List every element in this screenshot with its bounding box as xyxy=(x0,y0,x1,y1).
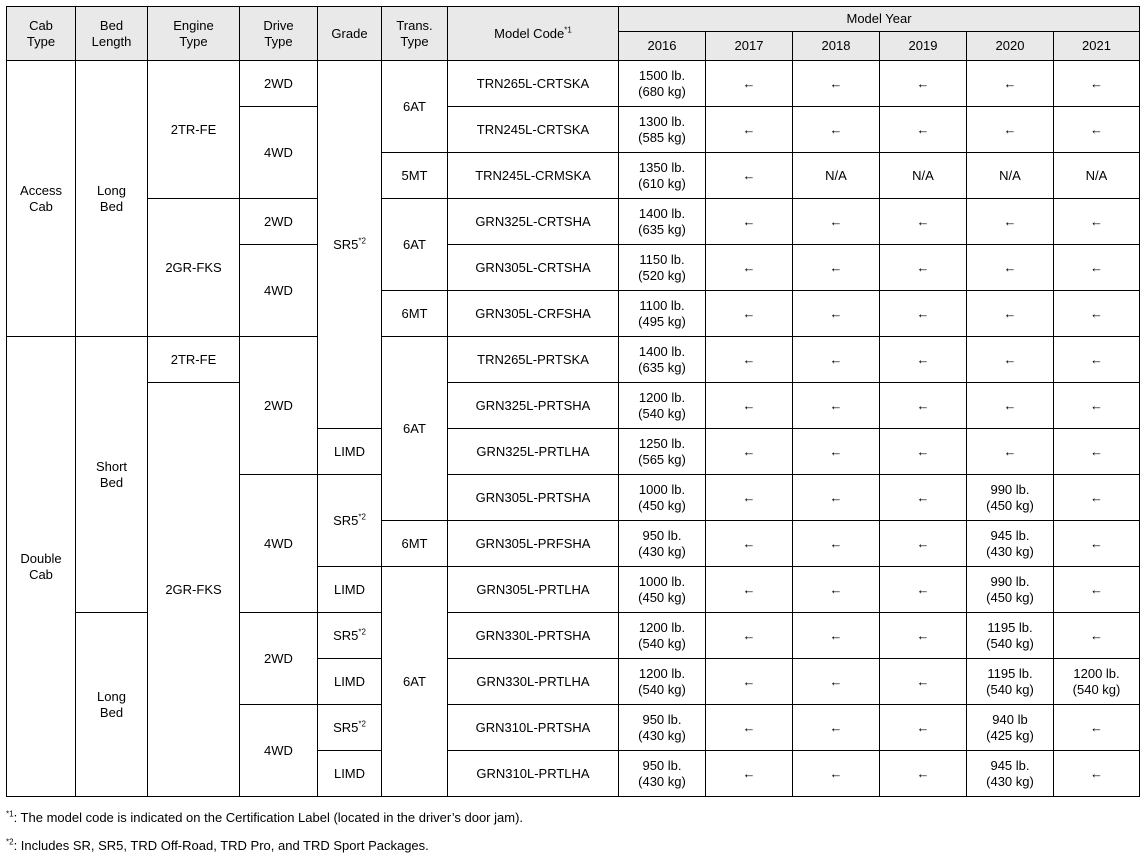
model-code-cell: GRN305L-PRFSHA xyxy=(448,521,619,567)
header-bed-length: Bed Length xyxy=(76,7,148,61)
model-code-cell: GRN305L-PRTLHA xyxy=(448,567,619,613)
drive-type-cell: 2WD xyxy=(240,199,318,245)
year-value-cell: N/A xyxy=(880,153,967,199)
year-value-cell: ← xyxy=(1054,751,1140,797)
table-row xyxy=(7,61,1140,107)
year-value-cell: 950 lb. (430 kg) xyxy=(619,705,706,751)
table-body xyxy=(7,61,1140,797)
model-code-cell: GRN305L-PRTSHA xyxy=(448,475,619,521)
header-drive-type: Drive Type xyxy=(240,7,318,61)
year-value-cell: ← xyxy=(967,429,1054,475)
trans-type-cell: 6MT xyxy=(382,521,448,567)
year-value-cell: ← xyxy=(1054,613,1140,659)
year-value-cell: 950 lb. (430 kg) xyxy=(619,521,706,567)
year-value-cell: 1200 lb. (540 kg) xyxy=(619,383,706,429)
trans-type-cell: 6AT xyxy=(382,61,448,153)
header-model-code: Model Code$^{*1}$ xyxy=(448,7,619,61)
year-value-cell: 1400 lb. (635 kg) xyxy=(619,199,706,245)
model-code-cell: GRN305L-CRFSHA xyxy=(448,291,619,337)
year-value-cell: ← xyxy=(706,199,793,245)
year-value-cell: ← xyxy=(793,337,880,383)
trans-type-cell: 6AT xyxy=(382,199,448,291)
drive-type-cell: 4WD xyxy=(240,475,318,613)
model-code-cell: GRN325L-PRTSHA xyxy=(448,383,619,429)
model-code-cell: GRN325L-CRTSHA xyxy=(448,199,619,245)
header-year: 2019 xyxy=(880,32,967,61)
year-value-cell: ← xyxy=(706,567,793,613)
year-value-cell: 1150 lb. (520 kg) xyxy=(619,245,706,291)
year-value-cell: ← xyxy=(967,291,1054,337)
model-code-cell: GRN330L-PRTLHA xyxy=(448,659,619,705)
grade-cell: LIMD xyxy=(318,567,382,613)
year-value-cell: ← xyxy=(1054,61,1140,107)
year-value-cell: ← xyxy=(706,659,793,705)
year-value-cell: 1250 lb. (565 kg) xyxy=(619,429,706,475)
grade-cell: LIMD xyxy=(318,751,382,797)
year-value-cell: ← xyxy=(706,613,793,659)
year-value-cell: ← xyxy=(793,613,880,659)
year-value-cell: ← xyxy=(793,705,880,751)
year-value-cell: ← xyxy=(706,337,793,383)
year-value-cell: 945 lb. (430 kg) xyxy=(967,751,1054,797)
year-value-cell: ← xyxy=(706,61,793,107)
year-value-cell: ← xyxy=(880,245,967,291)
year-value-cell: ← xyxy=(793,245,880,291)
year-value-cell: ← xyxy=(1054,337,1140,383)
year-value-cell: ← xyxy=(967,383,1054,429)
year-value-cell: ← xyxy=(1054,245,1140,291)
year-value-cell: ← xyxy=(880,199,967,245)
year-value-cell: 1000 lb. (450 kg) xyxy=(619,567,706,613)
drive-type-cell: 2WD xyxy=(240,337,318,475)
year-value-cell: ← xyxy=(706,521,793,567)
year-value-cell: ← xyxy=(967,199,1054,245)
year-value-cell: 950 lb. (430 kg) xyxy=(619,751,706,797)
year-value-cell: ← xyxy=(1054,567,1140,613)
header-model-year: Model Year xyxy=(619,7,1140,32)
year-value-cell: ← xyxy=(706,705,793,751)
model-code-cell: GRN310L-PRTLHA xyxy=(448,751,619,797)
year-value-cell: ← xyxy=(967,61,1054,107)
footnote-1: $^{*1}$: The model code is indicated on the Certification Label (located in the driver’s door jam). xyxy=(6,809,524,825)
trans-type-cell: 6AT xyxy=(382,567,448,797)
cab-type-cell: Double Cab xyxy=(7,337,76,797)
grade-cell: SR5$^{*2}$ xyxy=(318,613,382,659)
year-value-cell: ← xyxy=(1054,705,1140,751)
grade-cell: LIMD xyxy=(318,429,382,475)
year-value-cell: ← xyxy=(706,153,793,199)
header-year: 2018 xyxy=(793,32,880,61)
cab-type-cell: Access Cab xyxy=(7,61,76,337)
drive-type-cell: 4WD xyxy=(240,245,318,337)
header-year: 2017 xyxy=(706,32,793,61)
towing-capacity-table xyxy=(6,6,1140,797)
year-value-cell: ← xyxy=(1054,291,1140,337)
year-value-cell: 1195 lb. (540 kg) xyxy=(967,659,1054,705)
year-value-cell: ← xyxy=(793,107,880,153)
year-value-cell: ← xyxy=(880,659,967,705)
header-grade: Grade xyxy=(318,7,382,61)
year-value-cell: ← xyxy=(880,613,967,659)
year-value-cell: ← xyxy=(706,107,793,153)
header-trans-type: Trans. Type xyxy=(382,7,448,61)
model-code-cell: TRN265L-PRTSKA xyxy=(448,337,619,383)
trans-type-cell: 6MT xyxy=(382,291,448,337)
year-value-cell: N/A xyxy=(1054,153,1140,199)
header-cab-type: Cab Type xyxy=(7,7,76,61)
drive-type-cell: 2WD xyxy=(240,613,318,705)
year-value-cell: ← xyxy=(793,751,880,797)
year-value-cell: ← xyxy=(706,429,793,475)
year-value-cell: ← xyxy=(967,245,1054,291)
year-value-cell: 1300 lb. (585 kg) xyxy=(619,107,706,153)
drive-type-cell: 4WD xyxy=(240,705,318,797)
model-code-cell: GRN310L-PRTSHA xyxy=(448,705,619,751)
year-value-cell: ← xyxy=(967,107,1054,153)
model-code-cell: TRN265L-CRTSKA xyxy=(448,61,619,107)
table-row xyxy=(7,199,1140,245)
header-year: 2016 xyxy=(619,32,706,61)
year-value-cell: ← xyxy=(880,337,967,383)
year-value-cell: 990 lb. (450 kg) xyxy=(967,475,1054,521)
year-value-cell: ← xyxy=(706,245,793,291)
year-value-cell: ← xyxy=(1054,383,1140,429)
year-value-cell: ← xyxy=(706,475,793,521)
year-value-cell: 1200 lb. (540 kg) xyxy=(1054,659,1140,705)
bed-length-cell: Long Bed xyxy=(76,61,148,337)
year-value-cell: N/A xyxy=(793,153,880,199)
header-year: 2020 xyxy=(967,32,1054,61)
year-value-cell: 1000 lb. (450 kg) xyxy=(619,475,706,521)
year-value-cell: ← xyxy=(793,429,880,475)
year-value-cell: 990 lb. (450 kg) xyxy=(967,567,1054,613)
trans-type-cell: 5MT xyxy=(382,153,448,199)
year-value-cell: ← xyxy=(706,383,793,429)
year-value-cell: ← xyxy=(1054,429,1140,475)
year-value-cell: ← xyxy=(880,291,967,337)
grade-cell: SR5$^{*2}$ xyxy=(318,475,382,567)
year-value-cell: 940 lb (425 kg) xyxy=(967,705,1054,751)
year-value-cell: ← xyxy=(793,383,880,429)
year-value-cell: ← xyxy=(706,291,793,337)
year-value-cell: ← xyxy=(793,199,880,245)
year-value-cell: 1200 lb. (540 kg) xyxy=(619,613,706,659)
header-engine-type: Engine Type xyxy=(148,7,240,61)
year-value-cell: ← xyxy=(793,521,880,567)
year-value-cell: 1400 lb. (635 kg) xyxy=(619,337,706,383)
year-value-cell: ← xyxy=(793,567,880,613)
year-value-cell: ← xyxy=(793,475,880,521)
year-value-cell: ← xyxy=(1054,475,1140,521)
engine-type-cell: 2GR-FKS xyxy=(148,383,240,797)
model-code-cell: GRN330L-PRTSHA xyxy=(448,613,619,659)
year-value-cell: 1100 lb. (495 kg) xyxy=(619,291,706,337)
year-value-cell: 1200 lb. (540 kg) xyxy=(619,659,706,705)
trans-type-cell: 6AT xyxy=(382,337,448,521)
engine-type-cell: 2TR-FE xyxy=(148,61,240,199)
year-value-cell: ← xyxy=(706,751,793,797)
footnote-2: $^{*2}$: Includes SR, SR5, TRD Off-Road, TRD Pro, and TRD Sport Packages. xyxy=(6,837,429,853)
year-value-cell: 1350 lb. (610 kg) xyxy=(619,153,706,199)
table-row xyxy=(7,337,1140,383)
year-value-cell: ← xyxy=(1054,107,1140,153)
engine-type-cell: 2TR-FE xyxy=(148,337,240,383)
model-code-cell: GRN325L-PRTLHA xyxy=(448,429,619,475)
year-value-cell: ← xyxy=(880,61,967,107)
year-value-cell: ← xyxy=(880,107,967,153)
drive-type-cell: 2WD xyxy=(240,61,318,107)
year-value-cell: ← xyxy=(793,291,880,337)
grade-cell: LIMD xyxy=(318,659,382,705)
grade-cell: SR5$^{*2}$ xyxy=(318,61,382,429)
year-value-cell: N/A xyxy=(967,153,1054,199)
year-value-cell: ← xyxy=(880,475,967,521)
engine-type-cell: 2GR-FKS xyxy=(148,199,240,337)
year-value-cell: ← xyxy=(1054,199,1140,245)
year-value-cell: ← xyxy=(880,429,967,475)
year-value-cell: 1500 lb. (680 kg) xyxy=(619,61,706,107)
drive-type-cell: 4WD xyxy=(240,107,318,199)
year-value-cell: ← xyxy=(793,659,880,705)
grade-cell: SR5$^{*2}$ xyxy=(318,705,382,751)
year-value-cell: ← xyxy=(793,61,880,107)
year-value-cell: ← xyxy=(967,337,1054,383)
year-value-cell: 945 lb. (430 kg) xyxy=(967,521,1054,567)
year-value-cell: 1195 lb. (540 kg) xyxy=(967,613,1054,659)
bed-length-cell: Long Bed xyxy=(76,613,148,797)
model-code-cell: GRN305L-CRTSHA xyxy=(448,245,619,291)
year-value-cell: ← xyxy=(880,705,967,751)
year-value-cell: ← xyxy=(880,751,967,797)
year-value-cell: ← xyxy=(880,567,967,613)
header-year: 2021 xyxy=(1054,32,1140,61)
year-value-cell: ← xyxy=(1054,521,1140,567)
year-value-cell: ← xyxy=(880,521,967,567)
table-row xyxy=(7,383,1140,429)
year-value-cell: ← xyxy=(880,383,967,429)
bed-length-cell: Short Bed xyxy=(76,337,148,613)
model-code-cell: TRN245L-CRMSKA xyxy=(448,153,619,199)
model-code-cell: TRN245L-CRTSKA xyxy=(448,107,619,153)
